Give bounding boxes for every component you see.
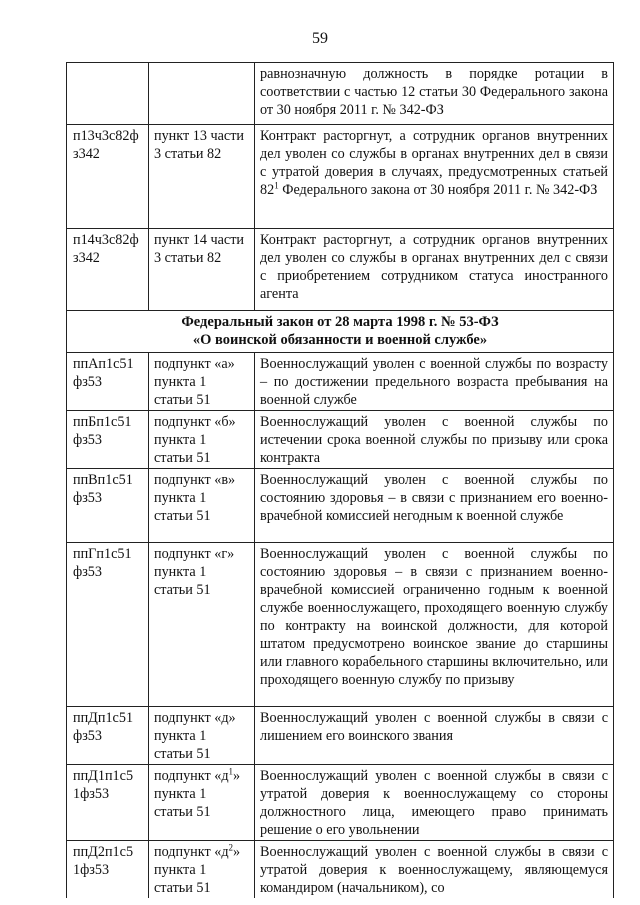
reference-text: подпункт «г»	[154, 546, 235, 562]
reference-cell	[149, 841, 255, 899]
table-row	[67, 469, 614, 543]
footnote-mark: 2	[228, 842, 234, 853]
code-text: ппД2п1с5	[73, 844, 134, 860]
description-text: Военнослужащий уволен с военной службы по состоянию здоровья – в связи с признанием его военно-врачебной комиссией негодным к военной службе	[260, 472, 608, 524]
code-text: фз53	[73, 374, 102, 390]
description-text: Военнослужащий уволен с военной службы по истечении срока военной службы по призыву или срока контракта	[260, 414, 608, 466]
table-row	[67, 63, 614, 125]
code-text: п14ч3с82ф	[73, 232, 139, 248]
reference-text: статьи 51	[154, 508, 211, 524]
code-cell	[67, 353, 149, 411]
code-text: ппДп1с51	[73, 710, 134, 726]
reference-text: пункта 1	[154, 374, 207, 390]
code-cell	[67, 841, 149, 899]
law-title-line: Федеральный закон от 28 марта 1998 г. № 53-ФЗ	[181, 314, 499, 330]
description-text: равнозначную должность в порядке ротации в соответствии с частью 12 статьи 30 Федерального закона от 30 ноября 2011 г. № 342-ФЗ	[260, 66, 608, 118]
description-text: Федерального закона от 30 ноября 2011 г. № 342-ФЗ	[282, 182, 598, 198]
code-text: фз53	[73, 432, 102, 448]
code-cell	[67, 543, 149, 707]
description-cell	[255, 841, 614, 899]
reference-text: пункт 14 части	[154, 232, 244, 248]
code-text: ппБп1с51	[73, 414, 132, 430]
reference-text: статьи 51	[154, 804, 211, 820]
reference-text: подпункт «в»	[154, 472, 236, 488]
reference-text: статьи 51	[154, 450, 211, 466]
table-row	[67, 707, 614, 765]
reference-cell	[149, 707, 255, 765]
table-row	[67, 543, 614, 707]
footnote-mark: 1	[228, 766, 234, 777]
code-text: ппАп1с51	[73, 356, 134, 372]
reference-text: статьи 51	[154, 392, 211, 408]
code-text: ппД1п1с5	[73, 768, 134, 784]
reference-text	[154, 767, 249, 785]
code-text: з342	[73, 250, 100, 266]
reference-tail: »	[233, 768, 241, 784]
description-cell	[255, 125, 614, 229]
description-text: Военнослужащий уволен с военной службы в связи с утратой доверия к военнослужащему со стороны должностного лица, имеющего право принимать решение о его увольнении	[260, 768, 608, 838]
code-cell	[67, 229, 149, 311]
reference-text: пункта 1	[154, 432, 207, 448]
reference-text: пункта 1	[154, 490, 207, 506]
description-cell	[255, 63, 614, 125]
code-cell	[67, 411, 149, 469]
footnote-mark: 1	[274, 180, 279, 191]
description-cell	[255, 707, 614, 765]
reference-cell	[149, 125, 255, 229]
description-text: Военнослужащий уволен с военной службы в связи с утратой доверия к военнослужащему, являющемуся командиром (начальником), со	[260, 844, 608, 896]
description-cell	[255, 469, 614, 543]
code-cell	[67, 469, 149, 543]
code-text: 1фз53	[73, 862, 110, 878]
reference-cell	[149, 63, 255, 125]
page-number: 59	[312, 30, 328, 47]
reference-text	[154, 843, 249, 861]
table-row	[67, 125, 614, 229]
code-text: фз53	[73, 490, 102, 506]
reference-text: пункта 1	[154, 728, 207, 744]
reference-cell	[149, 469, 255, 543]
reference-text: пункта 1	[154, 862, 207, 878]
table-row	[67, 765, 614, 841]
law-subtitle-line: «О воинской обязанности и военной службе»	[192, 332, 488, 348]
description-text: Военнослужащий уволен с военной службы по возрасту – по достижении предельного возраста пребывания на военной службе	[260, 356, 608, 408]
code-text: ппВп1с51	[73, 472, 133, 488]
description-cell	[255, 543, 614, 707]
description-text: Контракт расторгнут, а сотрудник органов внутренних дел уволен со службы в органах внутренних дел с связи с приобретением сотрудником статуса иностранного агента	[260, 232, 608, 302]
reference-head: подпункт «д	[154, 768, 229, 784]
reference-text: 3 статьи 82	[154, 146, 222, 162]
reference-cell	[149, 765, 255, 841]
reference-head: подпункт «д	[154, 844, 229, 860]
reference-text: статьи 51	[154, 880, 211, 896]
reference-text: пункта 1	[154, 786, 207, 802]
table-row	[67, 411, 614, 469]
code-text: п13ч3с82ф	[73, 128, 139, 144]
reference-cell	[149, 543, 255, 707]
reference-text: 3 статьи 82	[154, 250, 222, 266]
code-text: 1фз53	[73, 786, 110, 802]
reference-text: пункта 1	[154, 564, 207, 580]
reference-text: статьи 51	[154, 582, 211, 598]
description-cell	[255, 765, 614, 841]
reference-cell	[149, 353, 255, 411]
reference-cell	[149, 411, 255, 469]
code-text: ппГп1с51	[73, 546, 132, 562]
description-cell	[255, 229, 614, 311]
description-cell	[255, 411, 614, 469]
table-row	[67, 229, 614, 311]
code-cell	[67, 63, 149, 125]
code-cell	[67, 765, 149, 841]
reference-text: подпункт «б»	[154, 414, 236, 430]
reference-tail: »	[233, 844, 241, 860]
reference-cell	[149, 229, 255, 311]
description-text: Контракт расторгнут, а сотрудник органов внутренних дел уволен со службы в органах внутренних дел в связи с утратой доверия в случаях, предусмотренных статьей 82	[260, 128, 608, 198]
code-text: фз53	[73, 728, 102, 744]
table-row	[67, 841, 614, 899]
code-text: фз53	[73, 564, 102, 580]
table-row	[67, 353, 614, 411]
code-text: з342	[73, 146, 100, 162]
code-cell	[67, 125, 149, 229]
dismissal-grounds-table	[66, 62, 614, 898]
description-cell	[255, 353, 614, 411]
section-row	[67, 311, 614, 353]
law-section-heading	[67, 311, 614, 353]
description-text: Военнослужащий уволен с военной службы в связи с лишением его воинского звания	[260, 710, 608, 744]
code-cell	[67, 707, 149, 765]
reference-text: статьи 51	[154, 746, 211, 762]
reference-text: пункт 13 части	[154, 128, 244, 144]
description-text: Военнослужащий уволен с военной службы по состоянию здоровья – в связи с признанием военно-врачебной комиссией ограниченно годным к военной службе военнослужащего, проходящего военную службу по контракту на воинской должности, для которой штатом предусмотрено воинское звание до старшины или главного корабельного старшины включительно, или проходящего военную службу по призыву	[260, 546, 608, 688]
reference-text: подпункт «а»	[154, 356, 235, 372]
reference-text: подпункт «д»	[154, 710, 236, 726]
